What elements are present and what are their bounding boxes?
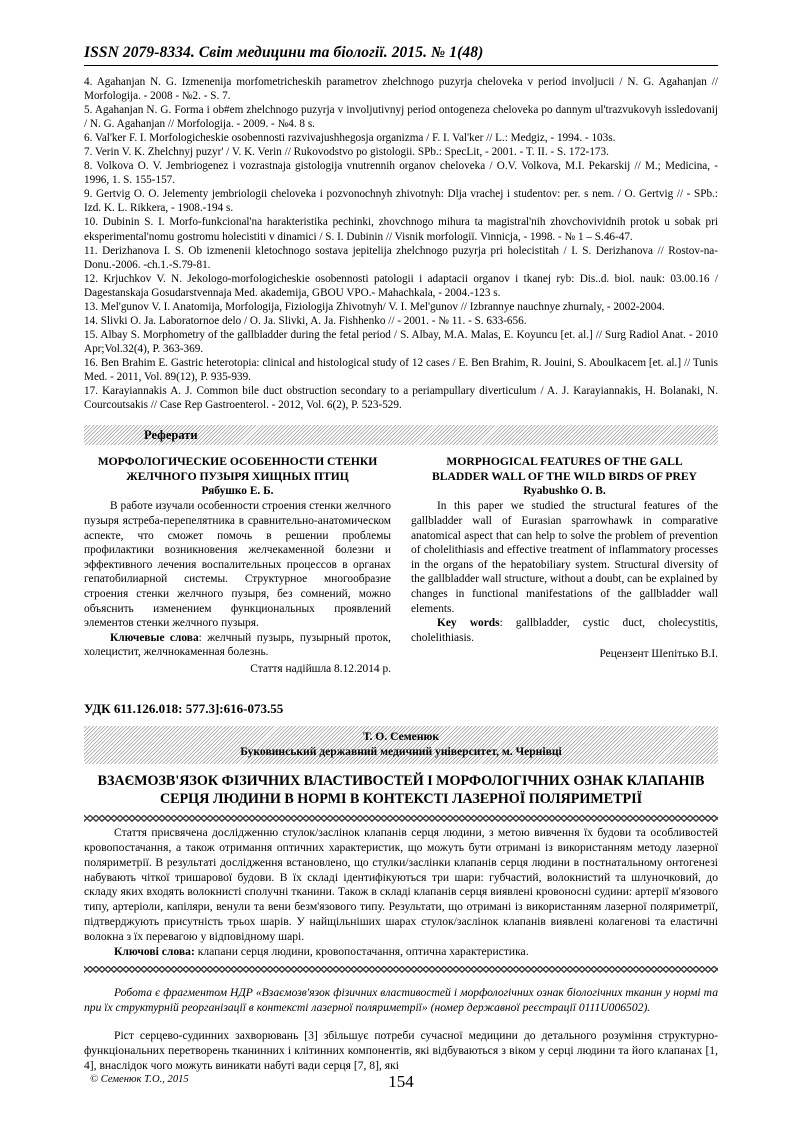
abstract-keywords-label: Ключевые слова xyxy=(110,631,199,644)
article-title-line-2: СЕРЦЯ ЛЮДИНИ В НОРМІ В КОНТЕКСТІ ЛАЗЕРНОЇ ПОЛЯРИМЕТРІЇ xyxy=(159,790,643,807)
abstract-keywords xyxy=(84,631,391,660)
zigzag-divider-bottom xyxy=(84,966,718,973)
article-author-banner xyxy=(84,726,718,764)
article-keywords-label: Ключові слова: xyxy=(114,945,195,959)
article-title-line-1: ВЗАЄМОЗВ'ЯЗОК ФІЗИЧНИХ ВЛАСТИВОСТЕЙ І МОРФОЛОГІЧНИХ ОЗНАК КЛАПАНІВ xyxy=(97,772,705,789)
reference-item: 11. Derizhanova I. S. Ob izmenenii kletochnogo sostava jepitelija zhelchnogo puzyrja pri holecistitah / I. S. Derizhanova // Rostov-na-Donu.-2006. -ch.1.-S.79-81. xyxy=(84,244,718,271)
reference-item: 14. Slivki O. Ja. Laboratornoe delo / O. Ja. Slivki, A. Ja. Fishhenko // - 2001. - № 11. - S. 633-656. xyxy=(84,314,527,327)
abstract-keywords-label: Key words xyxy=(437,617,500,630)
reference-item: 15. Albay S. Morphometry of the gallbladder during the fetal period / S. Albay, M.A. Malas, E. Koyuncu [et. al.] // Surg Radiol Anat. - 2010 Apr;Vol.32(4), P. 363-369. xyxy=(84,328,718,355)
abstracts-section-banner xyxy=(84,425,718,445)
reference-item: 6. Val'ker F. I. Morfologicheskie osobennosti razvivajushhegosja organizma / F. I. Val'ker // L.: Medgiz, - 1994. - 103s. xyxy=(84,132,616,145)
article-author: Т. О. Семенюк xyxy=(362,729,440,743)
article-keywords-text: клапани серця людини, кровопостачання, оптична характеристика. xyxy=(194,945,529,959)
article-keywords xyxy=(84,945,718,960)
reference-list xyxy=(84,75,718,412)
page-content xyxy=(84,44,718,1074)
reference-item: 10. Dubinin S. I. Morfo-funkcional'na harakteristika pechinki, zhovchnogo mihura ta magistral'nih zhovchovividnih protok u sobak pri eksperimental'nomu gostromu holecistiti v dinamici / S. I. Dubinin // Visnik morfologiї. Vinnicja, - 1998. - № 1 – S.46-47. xyxy=(84,216,718,243)
article-affiliation: Буковинський державний медичний університет, м. Чернівці xyxy=(240,745,562,759)
abstract-russian xyxy=(84,455,391,676)
abstract-body: В работе изучали особенности строения стенки желчного пузыря ястреба-перепелятника в сравнительно-анатомическом аспекте, что сможет помочь в решении проблемы профилактики возникновения желчекаменной болезни и эффективного лечения воспалительных процессов в органах гепатобилиарной системы. Структурное многообразие строения стенки желчного пузыря, без сомнений, можно объяснить изменением функциональных проявлений элементов стенки желчного пузыря. xyxy=(84,500,391,630)
abstract-keywords-text: : желчный пузырь, пузырный проток, холецистит, желчнокаменная болезнь. xyxy=(84,631,391,659)
running-head: ISSN 2079-8334. Світ медицини та біології. 2015. № 1(48) xyxy=(84,44,718,66)
reference-item: 17. Karayiannakis A. J. Common bile duct obstruction secondary to a periampullary diverticulum / A. J. Karayiannakis, H. Bolanaki, N. Courcoutsakis // Case Rep Gastroenterol. - 2012, Vol. 6(2), P. 523-529. xyxy=(84,385,718,412)
reference-item: 16. Ben Brahim E. Gastric heterotopia: clinical and histological study of 12 cases / E. Ben Brahim, R. Jouini, S. Aboulkacem [et. al.] // Tunis Med. - 2011, Vol. 89(12), P. 935-939. xyxy=(84,356,718,383)
reference-item: 7. Verin V. K. Zhelchnyj puzyr' / V. K. Verin // Rukovodstvo po gistologii. SPb.: SpecLit, - 2001. - T. II. - S. 172-173. xyxy=(84,146,609,159)
copyright-notice: © Семенюк Т.О., 2015 xyxy=(90,1074,189,1085)
abstract-author: Рябушко Е. Б. xyxy=(201,484,274,497)
abstract-keywords-text: : gallbladder, cystic duct, cholecystitis, cholelithiasis. xyxy=(411,617,718,644)
page-number: 154 xyxy=(388,1072,414,1091)
reference-item: 8. Volkova O. V. Jembriogenez i vozrastnaja gistologija vnutrennih organov cheloveka / O.V. Volkova, M.I. Pekarskij // M.; Medicina, - 1996, 1. S. 155-157. xyxy=(84,160,718,187)
abstract-english xyxy=(411,455,718,676)
funding-note: Робота є фрагментом НДР «Взаємозв'язок фізичних властивостей і морфологічних ознак біологічних тканин у нормі та при їх структурній реорганізації в контексті лазерної поляриметрії» (номер державної реєстрації 0111U006502). xyxy=(84,986,718,1015)
reference-item: 12. Krjuchkov V. N. Jekologo-morfologicheskie osobennosti patologii i adaptacii organov i tkanej ryb: Dis..d. biol. nauk: 03.00.16 / Dagestanskaja Gosudarstvennaja Med. akademija, GBOU VPO.- Mahachkala, - 2004.-123 s. xyxy=(84,272,718,299)
udc-code: УДК 611.126.018: 577.3]:616-073.55 xyxy=(84,700,284,716)
abstract-title-line-2: ЖЕЛЧНОГО ПУЗЫРЯ ХИЩНЫХ ПТИЦ xyxy=(126,469,349,483)
article-title xyxy=(84,773,718,809)
reference-item: 5. Agahanjan N. G. Forma i ob#em zhelchnogo puzyrja v involjutivnyj period ontogeneza cheloveka po dannym ul'trazvukovyh issledovanij / N. G. Agahanjan // Morfologija. - 2009. - №4. 8 s. xyxy=(84,104,718,131)
introduction-paragraph: Ріст серцево-судинних захворювань [3] збільшує потреби сучасної медицини до детального розуміння структурно-функціональних перетворень тканинних і клітинних компонентів, які відбуваються з віком у серці людини та його клапанах [1, 4], внаслідок чого можуть виникати набуті вади серця [7, 8], які xyxy=(84,1029,718,1073)
abstract-reviewer: Рецензент Шепітько В.І. xyxy=(599,648,718,661)
abstracts-section-label: Реферати xyxy=(144,428,198,443)
page-footer xyxy=(84,1072,718,1092)
abstract-title-line-1: МОРФОЛОГИЧЕСКИЕ ОСОБЕННОСТИ СТЕНКИ xyxy=(97,455,378,469)
zigzag-divider-top xyxy=(84,815,718,822)
abstracts-columns xyxy=(84,455,718,676)
abstract-received-date: Стаття надійшла 8.12.2014 р. xyxy=(250,663,391,675)
reference-item: 13. Mel'gunov V. I. Anatomija, Morfologija, Fiziologija Zhivotnyh/ V. I. Mel'gunov // Izbrannye nauchnye zhurnaly, - 2002-2004. xyxy=(84,300,665,313)
abstract-title-line-1: MORPHOGICAL FEATURES OF THE GALL xyxy=(446,455,683,469)
abstract-body: In this paper we studied the structural features of the gallbladder wall of Eurasian sparrowhawk in comparative anatomical aspect that can help to solve the problem of prevention of cholelithiasis and effective treatment of inflammatory processes in the organs of the hepatobiliary system. Structural diversity of the gallbladder wall structure, without a doubt, can be explained by changes in functional manifestations of the gallbladder wall elements. xyxy=(411,500,718,615)
abstract-keywords xyxy=(411,616,718,645)
reference-item: 4. Agahanjan N. G. Izmenenija morfometricheskih parametrov zhelchnogo puzyrja cheloveka v period involjucii / N. G. Agahanjan // Morfologija. - 2008 - №2. - S. 7. xyxy=(84,76,718,103)
article-abstract: Стаття присвячена дослідженню стулок/заслінок клапанів серця людини, з метою вивчення їх будови та особливостей кровопостачання, а також отримання оптичних характеристик, що можуть бути отримані із використанням методу лазерної поляриметрії. В результаті дослідження встановлено, що стулки/заслінки клапанів серця людини в постнатальному онтогенезі набувають чіткої тришарової будови. В їх складі ідентифікуються три шари: губчастий, волокнистий та шлуночковий, до складу яких входять волокнисті сполучні тканини. Також в складі клапанів серця виявлені кровоносні судини: артерії м'язового типу, артеріоли, капіляри, венули та вени безм'язового типу. Результати, що отримані із використанням лазерної поляриметрії, підтверджують присутність трьох шарів. У найщільніших шарах стулок/заслінок клапанів виявлені колагенові та еластичні волокна з їх перевагою у відповідному шарі. xyxy=(84,825,718,944)
abstract-title-line-2: BLADDER WALL OF THE WILD BIRDS OF PREY xyxy=(432,469,697,483)
abstract-author: Ryabushko O. В. xyxy=(523,484,606,497)
reference-item: 9. Gertvig O. O. Jelementy jembriologii cheloveka i pozvonochnyh zhivotnyh: Dlja vrachej i studentov: per. s nem. / O. Gertvig // - SPb.: Izd. K. L. Rikkera, - 1908.-194 s. xyxy=(84,188,718,215)
